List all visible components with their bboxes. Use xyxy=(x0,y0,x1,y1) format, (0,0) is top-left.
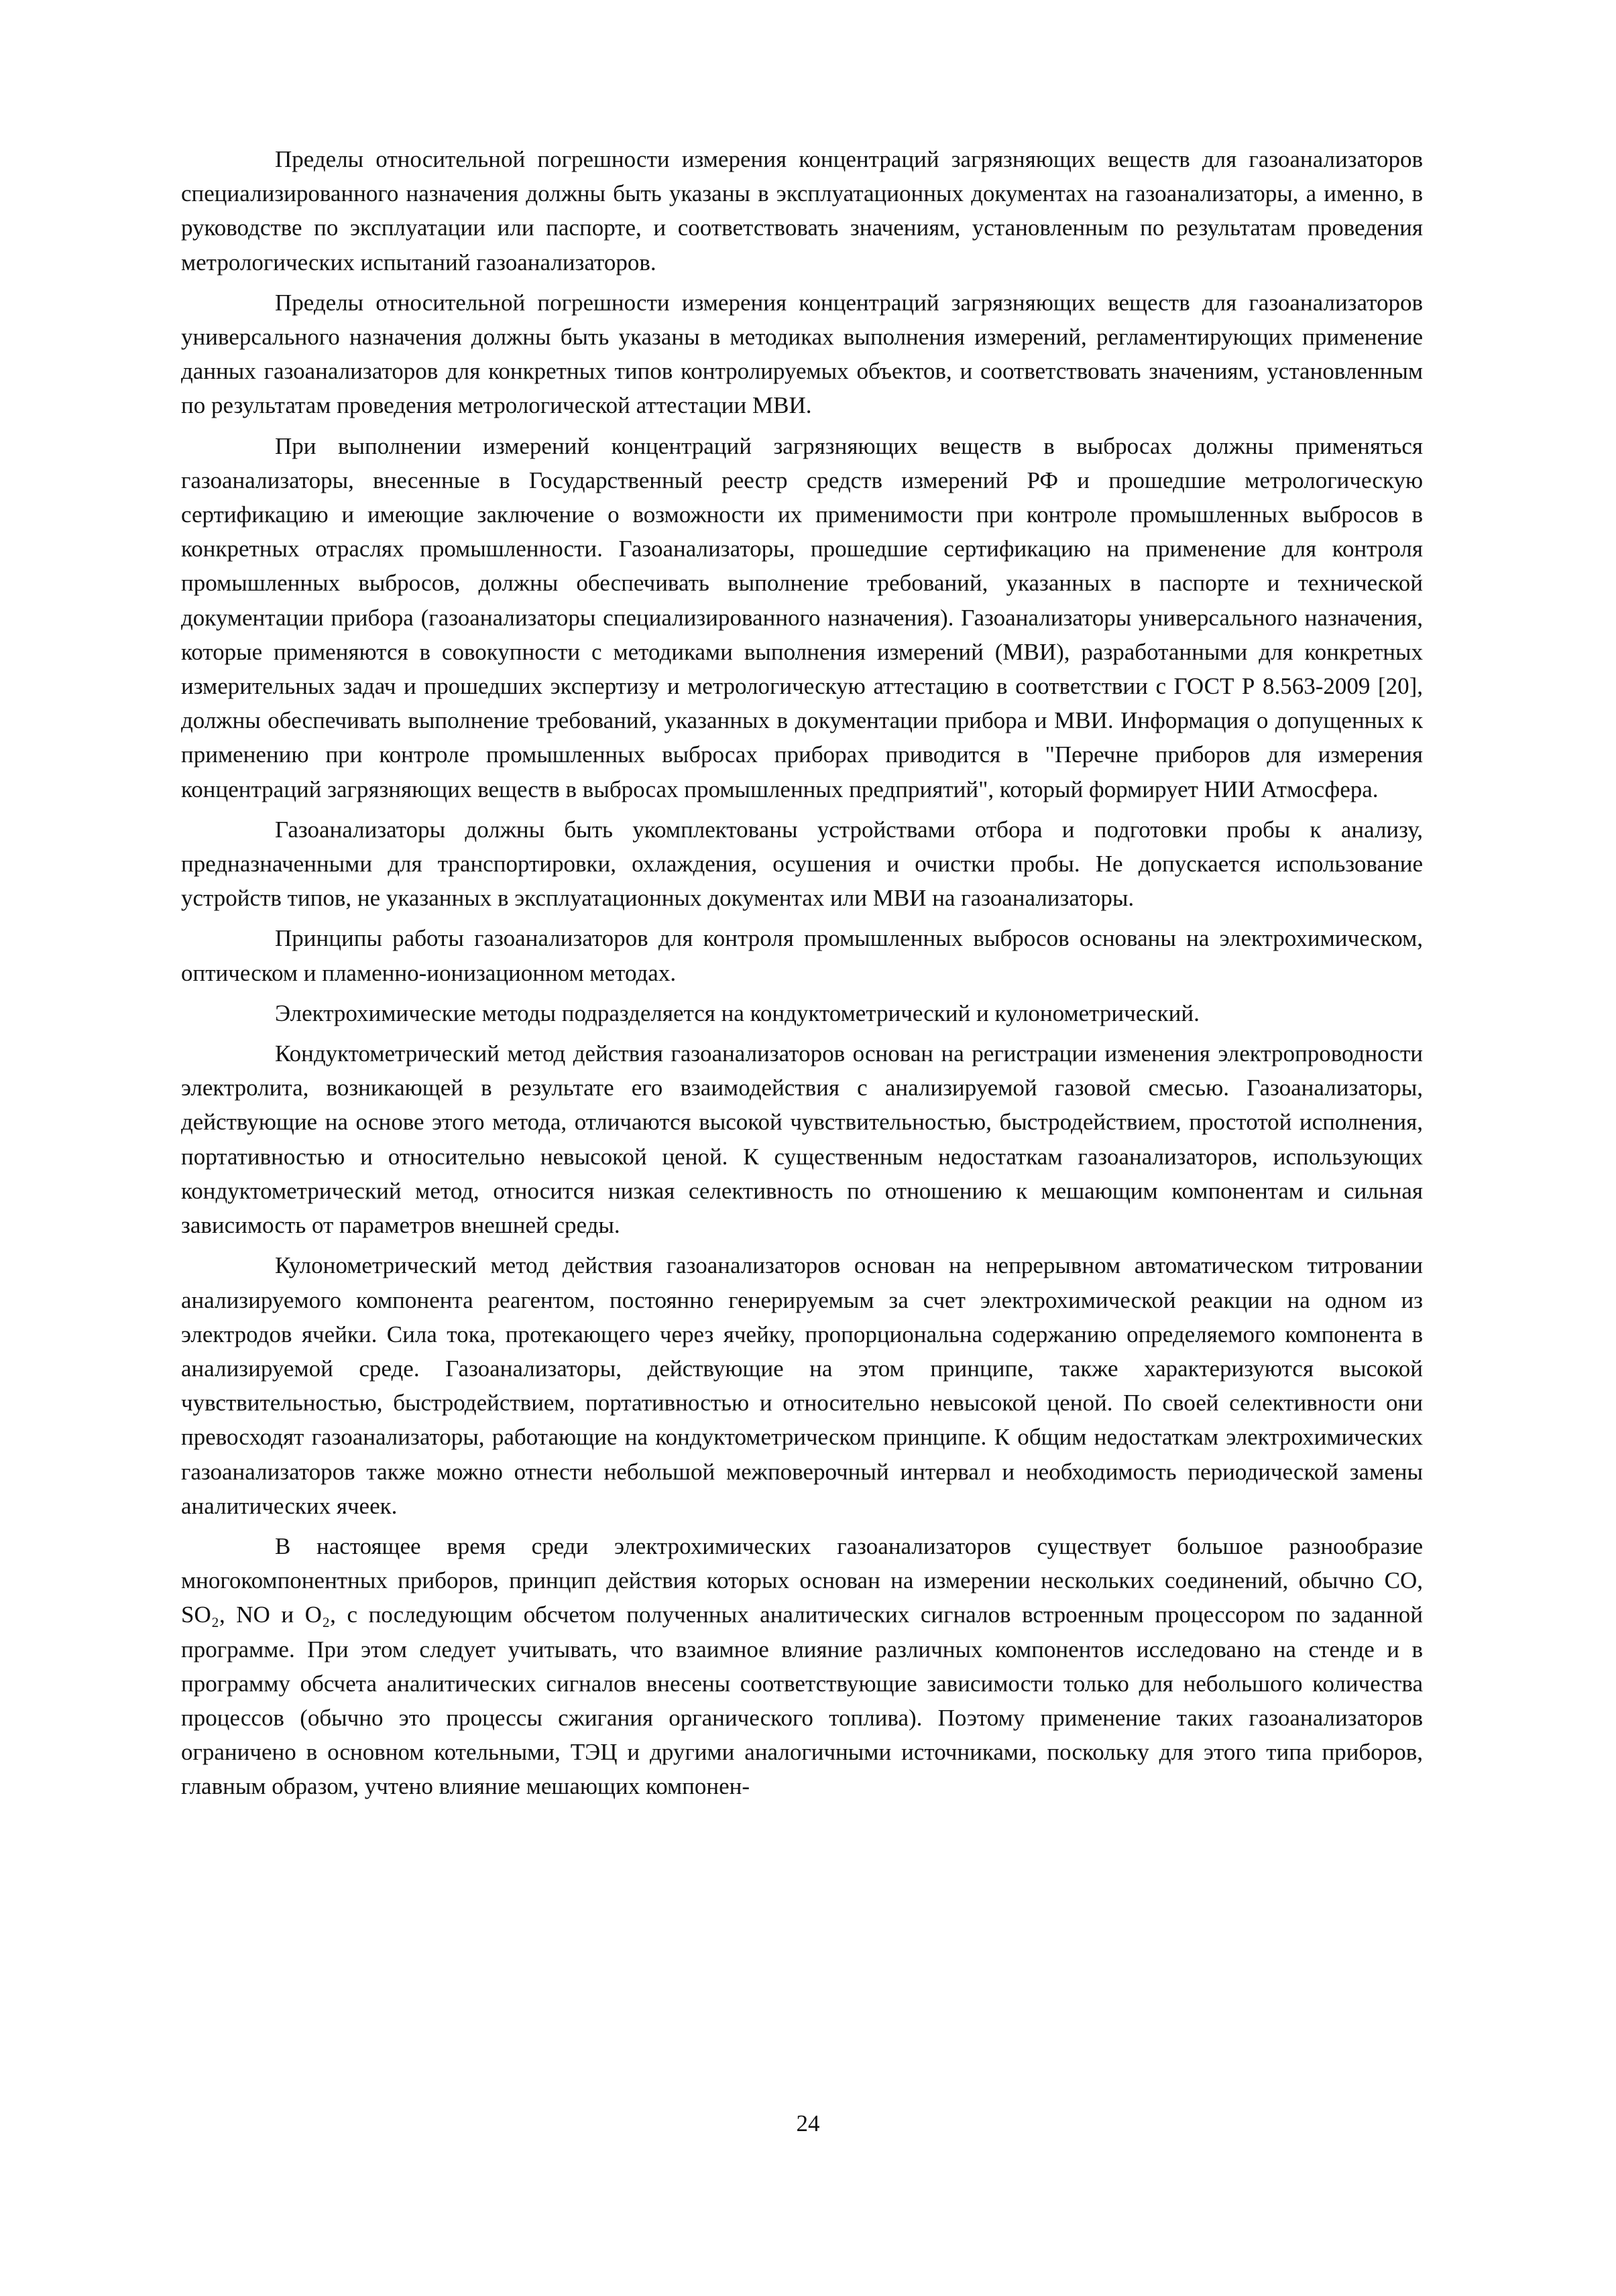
paragraph-4: Газоанализаторы должны быть укомплектованы устройствами отбора и подготовки пробы к анализу, предназначенными для транспортировки, охлаждения, осушения и очистки пробы. Не допускается использование устройств типов, не указанных в эксплуатационных документах или МВИ на газоанализаторы. xyxy=(181,816,1423,912)
page-number: 24 xyxy=(796,2110,820,2136)
paragraph-2: Пределы относительной погрешности измерения концентраций загрязняющих веществ для газоанализаторов универсального назначения должны быть указаны в методиках выполнения измерений, регламентирующих применение данных газоанализаторов для конкретных типов контролируемых объектов, и соответствовать значениям, установленным по результатам проведения метрологической аттестации МВИ. xyxy=(181,289,1423,419)
paragraph-7: Кондуктометрический метод действия газоанализаторов основан на регистрации изменения электропроводности электролита, возникающей в результате его взаимодействия с анализируемой газовой смесью. Газоанализаторы, действующие на основе этого метода, отличаются высокой чувствительностью, быстродействием, простотой исполнения, портативностью и относительно невысокой ценой. К существенным недостаткам газоанализаторов, использующих кондуктометрический метод, относится низкая селективность по отношению к мешающим компонентам и сильная зависимость от параметров внешней среды. xyxy=(181,1040,1423,1239)
paragraph-9: В настоящее время среди электрохимических газоанализаторов существует большое разнообразие многокомпонентных приборов, принцип действия которых основан на измерении нескольких соединений, обычно CO, SO₂, NO и O₂, с последующим обсчетом полученных аналитических сигналов встроенным процессором по заданной программе. При этом следует учитывать, что взаимное влияние различных компонентов исследовано на стенде и в программу обсчета аналитических сигналов внесены соответствующие зависимости только для небольшого количества процессов (обычно это процессы сжигания органического топлива). Поэтому применение таких газоанализаторов ограничено в основном котельными, ТЭЦ и другими аналогичными источниками, поскольку для этого типа приборов, главным образом, учтено влияние мешающих компонен- xyxy=(181,1532,1423,1800)
paragraph-3: При выполнении измерений концентраций загрязняющих веществ в выбросах должны применяться газоанализаторы, внесенные в Государственный реестр средств измерений РФ и прошедшие метрологическую сертификацию и имеющие заключение о возможности их применимости при контроле промышленных выбросов в конкретных отраслях промышленности. Газоанализаторы, прошедшие сертификацию на применение для контроля промышленных выбросов, должны обеспечивать выполнение требований, указанных в паспорте и технической документации прибора (газоанализаторы специализированного назначения). Газоанализаторы универсального назначения, которые применяются в совокупности с методиками выполнения измерений (МВИ), разработанными для конкретных измерительных задач и прошедших экспертизу и метрологическую аттестацию в соответствии с ГОСТ Р 8.563-2009 [20], должны обеспечивать выполнение требований, указанных в документации прибора и МВИ. Информация о допущенных к применению при контроле промышленных выбросах приборах приводится в "Перечне приборов для измерения концентраций загрязняющих веществ в выбросах промышленных предприятий", который формирует НИИ Атмосфера. xyxy=(181,432,1423,802)
paragraph-5: Принципы работы газоанализаторов для контроля промышленных выбросов основаны на электрохимическом, оптическом и пламенно-ионизационном методах. xyxy=(181,925,1423,986)
page-body xyxy=(181,142,1423,2126)
paragraph-8: Кулонометрический метод действия газоанализаторов основан на непрерывном автоматическом титровании анализируемого компонента реагентом, постоянно генерируемым за счет электрохимической реакции на одном из электродов ячейки. Сила тока, протекающего через ячейку, пропорциональна содержанию определяемого компонента в анализируемой среде. Газоанализаторы, действующие на этом принципе, также характеризуются высокой чувствительностью, быстродействием, портативностью и относительно невысокой ценой. По своей селективности они превосходят газоанализаторы, работающие на кондуктометрическом принципе. К общим недостаткам электрохимических газоанализаторов также можно отнести небольшой межповерочный интервал и необходимость периодической замены аналитических ячеек. xyxy=(181,1252,1423,1519)
paragraph-6: Электрохимические методы подразделяется на кондуктометрический и кулонометрический. xyxy=(275,1000,1200,1026)
paragraph-1: Пределы относительной погрешности измерения концентраций загрязняющих веществ для газоанализаторов специализированного назначения должны быть указаны в эксплуатационных документах на газоанализаторы, а именно, в руководстве по эксплуатации или паспорте, и соответствовать значениям, установленным по результатам проведения метрологических испытаний газоанализаторов. xyxy=(181,146,1423,276)
